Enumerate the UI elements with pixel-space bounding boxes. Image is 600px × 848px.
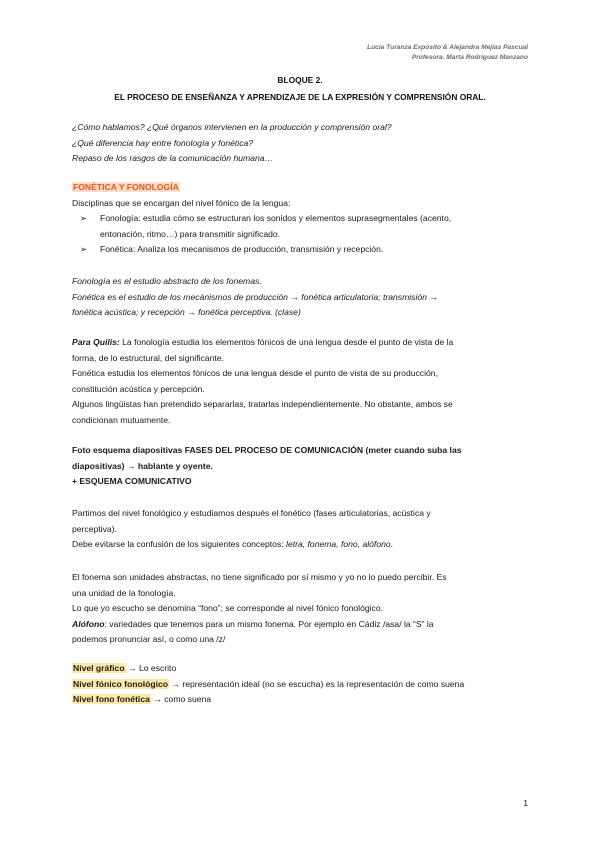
level-text: → Lo escrito (125, 663, 177, 673)
paragraph-line: forma, de lo estructural, del significante. (72, 352, 224, 363)
quilis-text: La fonología estudia los elementos fónicos de una lengua desde el punto de vista de la (119, 337, 454, 347)
paragraph-line: constitución acústica y percepción. (72, 383, 205, 394)
definition-line: Fonética es el estudio de los mecánismos de producción → fonética articulatoria; transmisión → (72, 291, 438, 302)
paragraph-line: podemos pronunciar así, o como una /z/ (72, 634, 226, 644)
evitarse-text: Debe evitarse la confusión de los siguientes conceptos: (72, 539, 287, 549)
quilis-paragraph (72, 335, 532, 428)
arrow-bullet-icon: ➢ (80, 213, 88, 223)
definitions (72, 274, 532, 321)
level-text: → representación ideal (no se escucha) es la representación de como suena (169, 678, 465, 689)
level-label: Nivel fono fonética (73, 694, 150, 704)
list-item (72, 661, 532, 677)
list-item (72, 692, 532, 708)
section-heading: FONÉTICA Y FONOLOGÍA (73, 182, 179, 192)
paragraph-line: Algunos lingüistas han pretendido separarlas, tratarlas independientemente. No obstante, ambos se (72, 399, 453, 409)
note-line: diapositivas) → hablante y oyente. (72, 460, 213, 471)
header-authors: Lucía Turanza Expósito & Alejandra Mejías Pascual (367, 44, 528, 51)
alofono-label: Alófono (72, 618, 105, 629)
concept-list: letra, fonema, fono, alófono (286, 539, 391, 549)
list-item (72, 211, 532, 242)
note-line: + ESQUEMA COMUNICATIVO (72, 476, 192, 486)
question-item: ¿Cómo hablamos? ¿Qué órganos intervienen en la producción y comprensión oral? (72, 122, 392, 132)
block-subtitle: EL PROCESO DE ENSEÑANZA Y APRENDIZAJE DE LA EXPRESIÓN Y COMPRENSIÓN ORAL. (114, 92, 486, 102)
block-title: BLOQUE 2. (277, 75, 323, 85)
paragraph-line: Lo que yo escucho se denomina “fono”; se corresponde al nivel fónico fonológico. (72, 603, 384, 613)
fonema-paragraph (72, 570, 532, 648)
paragraph-line: El fonema son unidades abstractas, no tiene significado por sí mismo y yo no lo puedo percibir. Es (72, 572, 447, 582)
header-professor: Profesora. Marta Rodríguez Manzano (411, 54, 528, 61)
partimos-paragraph: Partimos del nivel fonológico y estudiamos después el fonético (fases articulatorias, acústica y perceptiva). Debe evitarse la confusión de los siguientes conceptos: letra, fonema, fono, alófono. (72, 506, 532, 553)
section-fonetica (72, 180, 532, 258)
question-item: ¿Qué diferencia hay entre fonología y fonética? (72, 137, 254, 148)
list-item (72, 242, 532, 258)
foto-esquema-note (72, 443, 532, 490)
paragraph-line: condicionan mutuamente. (72, 414, 171, 425)
bullet-text: Fonética: Analiza los mecanismos de producción, transmisión y recepción. (100, 244, 384, 254)
arrow-bullet-icon: ➢ (80, 244, 88, 254)
section-intro: Disciplinas que se encargan del nivel fónico de la lengua: (72, 197, 291, 208)
paragraph-line: Partimos del nivel fonológico y estudiamos después el fonético (fases articulatorias, acústica y (72, 508, 431, 518)
definition-line: fonética acústica; y recepción → fonética perceptiva. (clase) (72, 307, 301, 317)
level-text: → como suena (150, 694, 212, 704)
definition-line: Fonología es el estudio abstracto de los fonemas. (72, 276, 262, 286)
paragraph-line: perceptiva). (72, 523, 117, 534)
paragraph-line: una unidad de la fonología. (72, 587, 176, 598)
quilis-label: Para Quilis: (72, 337, 120, 347)
page-number: 1 (523, 798, 528, 808)
level-label: Nivel fónico fonológico (73, 678, 169, 689)
page-header (367, 43, 528, 63)
guiding-questions (72, 120, 532, 167)
bullet-text: Fonología: estudia cómo se estructuran los sonidos y elementos suprasegmentales (acento, (100, 213, 452, 223)
level-label: Nivel gráfico (73, 663, 125, 673)
question-item: Repaso de los rasgos de la comunicación humana… (72, 153, 274, 163)
note-line: Foto esquema diapositivas FASES DEL PROCESO DE COMUNICACIÓN (meter cuando suba las (72, 445, 462, 455)
bullet-text: entonación, ritmo…) para transmitir significado. (100, 228, 281, 239)
list-item (72, 677, 532, 693)
niveles-list (72, 661, 532, 708)
alofono-text: : variedades que tenemos para un mismo fonema. Por ejemplo en Cádiz /asa/ la “S” la (104, 618, 434, 629)
paragraph-line: Fonética estudia los elementos fónicos de una lengua desde el punto de vista de su producción, (72, 368, 438, 378)
